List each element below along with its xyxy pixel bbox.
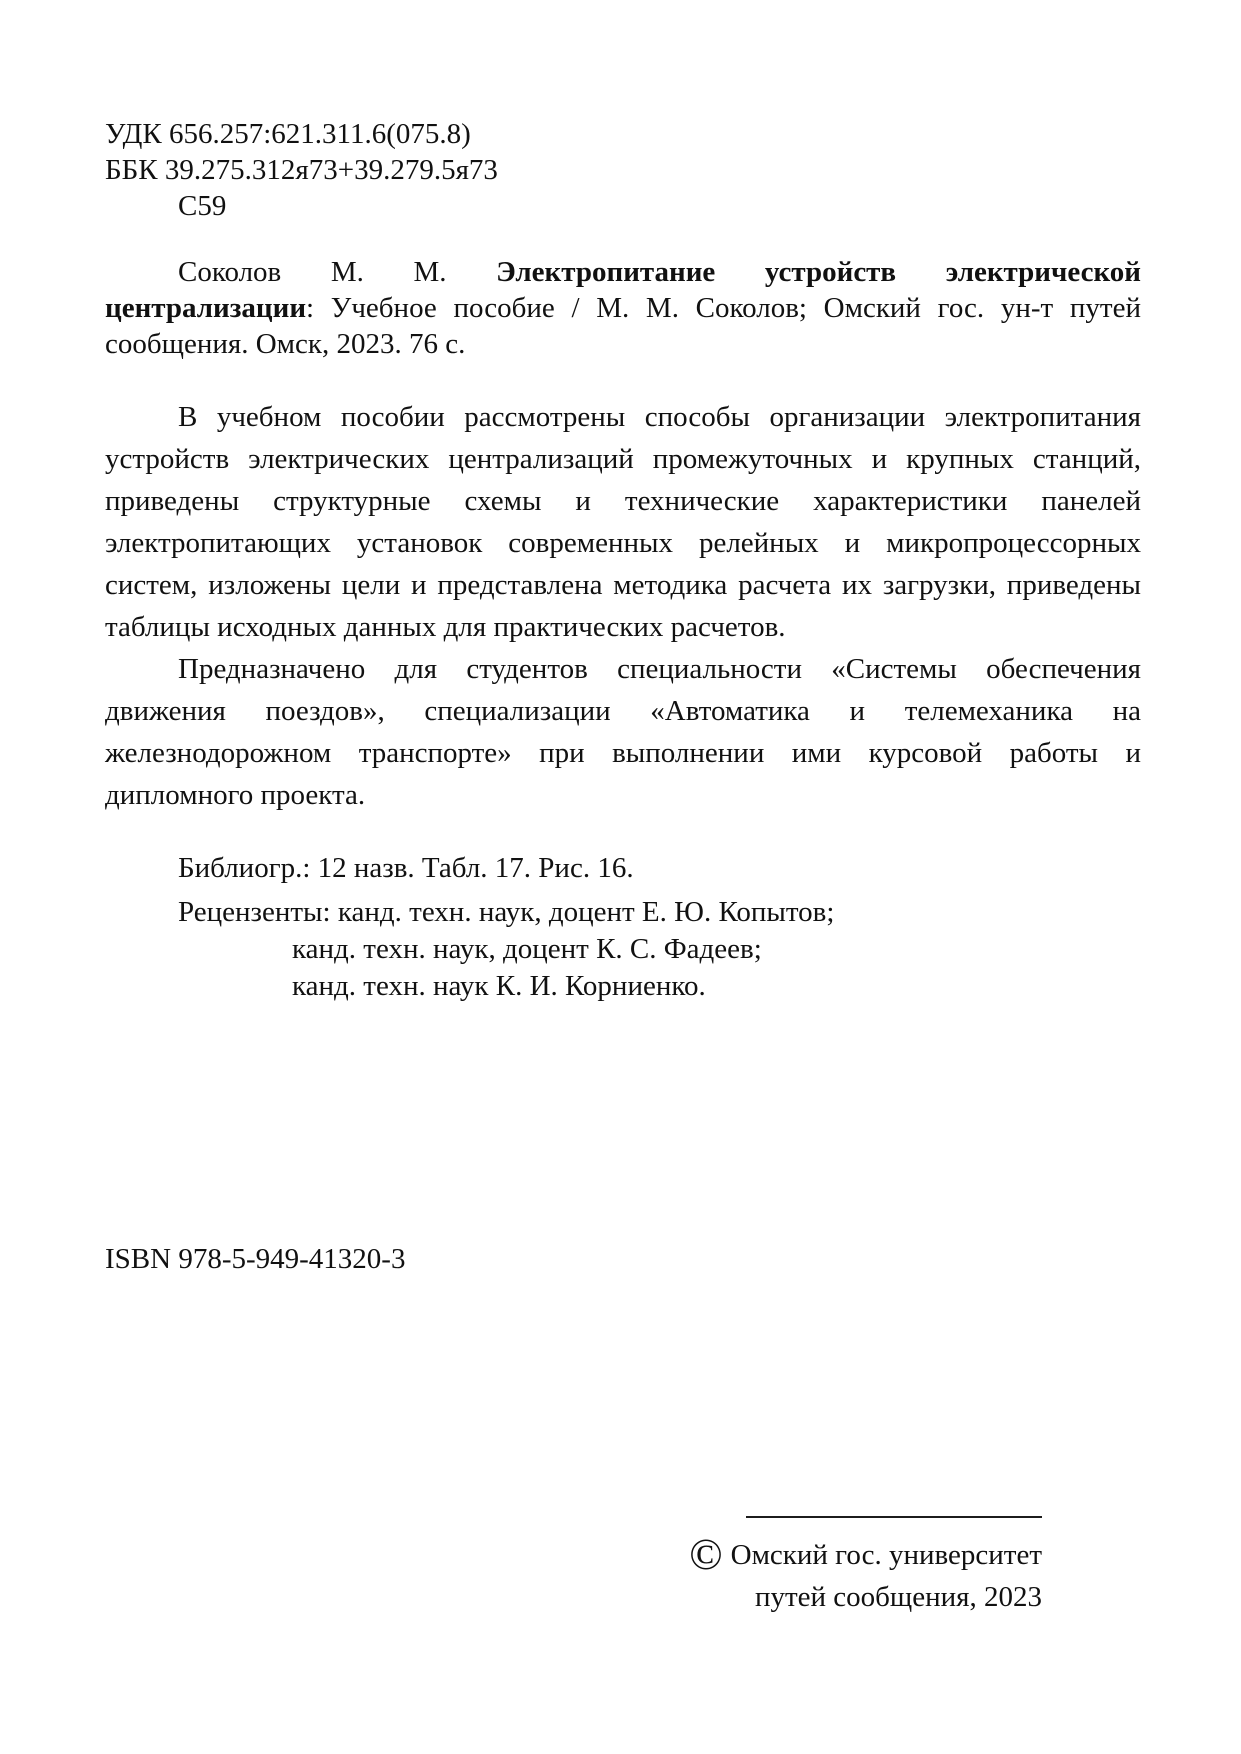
copyright-line-1 — [689, 1530, 1042, 1579]
copyright-block — [689, 1516, 1042, 1618]
copyright-divider — [746, 1516, 1042, 1518]
reviewers-block — [178, 894, 834, 1005]
copyright-holder: Омский гос. университет — [730, 1539, 1042, 1571]
udk-code: УДК 656.257:621.311.6(075.8) — [105, 118, 471, 150]
annotation-paragraph-2: Предназначено для студентов специальности «Системы обеспечения движения поездов», специализации «Автоматика и телемеханика на железнодорожном транспорте» при выполнении ими курсовой работы и дипломного проекта. — [105, 653, 1141, 811]
classification-block — [105, 116, 498, 224]
copyright-line-2: путей сообщения, 2023 — [754, 1581, 1042, 1613]
author-mark: С59 — [178, 190, 227, 222]
reviewer-name-2: канд. техн. наук, доцент К. С. Фадеев; — [292, 933, 762, 965]
citation-title: Электропитание устройств электрической централизации — [105, 256, 1141, 324]
citation-author: Соколов М. М. — [178, 256, 497, 288]
reviewer-row-1 — [178, 894, 834, 931]
copyright-icon: © — [689, 1530, 723, 1579]
bbk-code: ББК 39.275.312я73+39.279.5я73 — [105, 154, 498, 186]
reviewers-label: Рецензенты: — [178, 896, 331, 928]
reviewer-row-3 — [178, 968, 834, 1005]
bibliographic-citation — [105, 254, 1141, 362]
isbn: ISBN 978-5-949-41320-3 — [105, 1243, 406, 1275]
reviewer-name-1: канд. техн. наук, доцент Е. Ю. Копытов; — [337, 896, 835, 928]
citation-details: : Учебное пособие / М. М. Соколов; Омский гос. ун-т путей сообщения. Омск, 2023. 76 с. — [105, 292, 1141, 360]
reviewer-name-3: канд. техн. наук К. И. Корниенко. — [292, 970, 706, 1002]
reviewer-row-2 — [178, 931, 834, 968]
annotation-block — [105, 396, 1141, 816]
bibliography-note: Библиогр.: 12 назв. Табл. 17. Рис. 16. — [178, 852, 634, 884]
annotation-paragraph-1: В учебном пособии рассмотрены способы организации электропитания устройств электрических централизаций промежуточных и крупных станций, приведены структурные схемы и технические характеристики панелей электропитающих установок современных релейных и микропроцессорных систем, изложены цели и представлена методика расчета их загрузки, приведены таблицы исходных данных для практических расчетов. — [105, 401, 1141, 643]
